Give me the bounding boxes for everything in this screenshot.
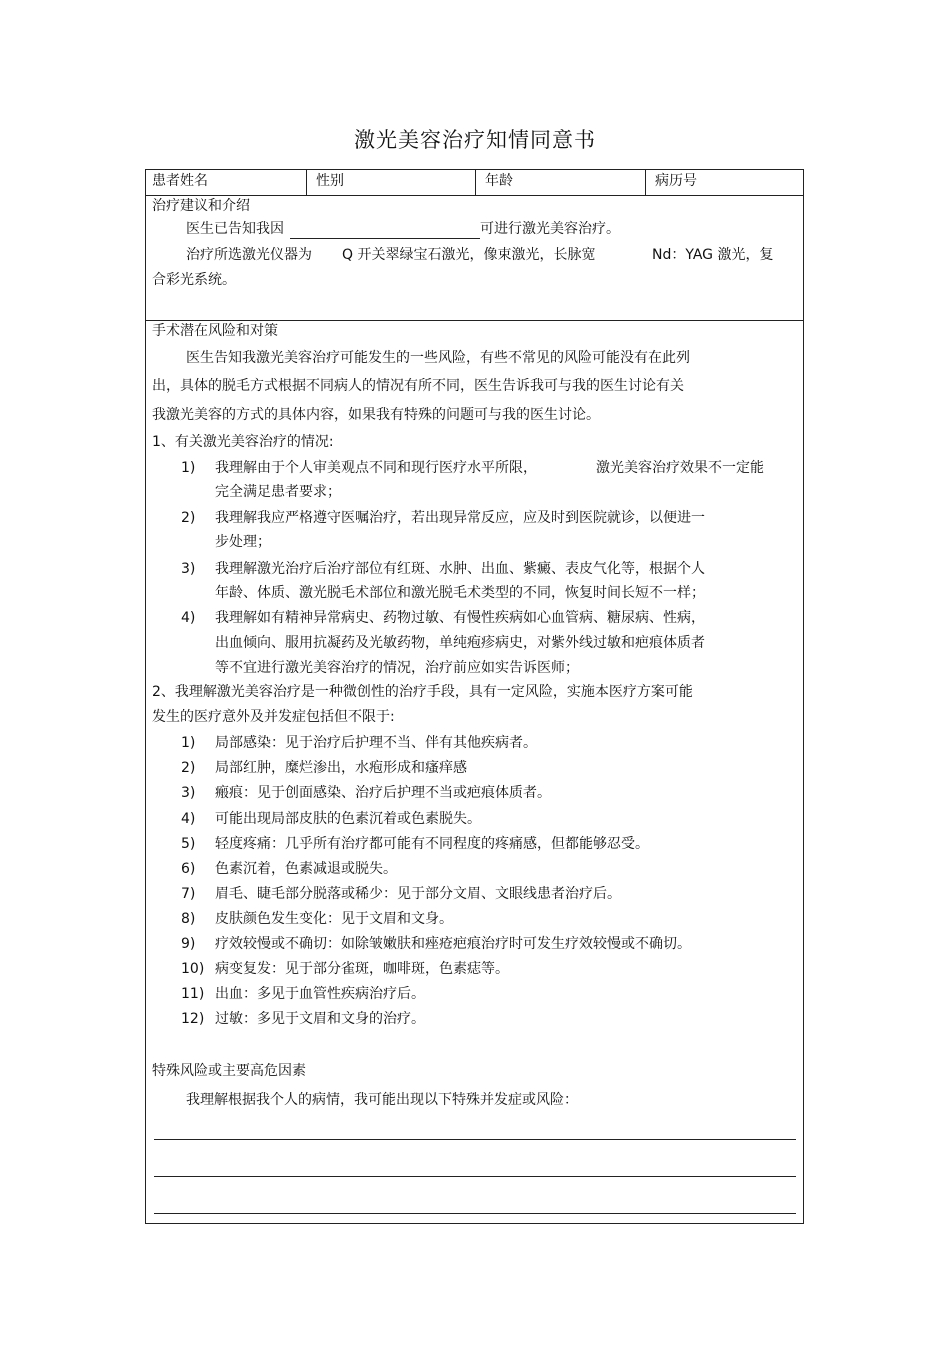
list-number: 1) bbox=[181, 735, 196, 751]
list-item-text: 我理解我应严格遵守医嘱治疗，若出现异常反应，应及时到医院就诊，以便进一 bbox=[215, 510, 705, 526]
list-item-text: 眉毛、睫毛部分脱落或稀少：见于部分文眉、文眼线患者治疗后。 bbox=[215, 886, 621, 902]
list-item-text: 瘢痕：见于创面感染、治疗后护理不当或疤痕体质者。 bbox=[215, 785, 551, 801]
list-item-text: 疗效较慢或不确切：如除皱嫩肤和痤疮疤痕治疗时可发生疗效较慢或不确切。 bbox=[215, 936, 691, 952]
list-number: 10) bbox=[181, 961, 205, 977]
list-item-text: 步处理； bbox=[215, 534, 271, 550]
list-item-text: 完全满足患者要求； bbox=[215, 484, 341, 500]
list-number: 8) bbox=[181, 911, 196, 927]
list-item-text: 出血：多见于血管性疾病治疗后。 bbox=[215, 986, 425, 1002]
laser-device-list-cont: Nd：YAG 激光，复 bbox=[652, 247, 774, 263]
header-divider bbox=[645, 170, 646, 195]
list-number: 4) bbox=[181, 811, 196, 827]
risk-intro-line: 医生告知我激光美容治疗可能发生的一些风险，有些不常见的风险可能没有在此列 bbox=[186, 350, 690, 366]
list-number: 1) bbox=[181, 460, 196, 476]
laser-device-list-end: 合彩光系统。 bbox=[152, 272, 236, 288]
risk-intro-line: 我激光美容的方式的具体内容，如果我有特殊的问题可与我的医生讨论。 bbox=[152, 407, 600, 423]
write-in-line[interactable] bbox=[154, 1139, 796, 1140]
laser-device-label: 治疗所选激光仪器为 bbox=[186, 247, 312, 263]
header-divider bbox=[306, 170, 307, 195]
list-number: 5) bbox=[181, 836, 196, 852]
record-number-label: 病历号 bbox=[655, 173, 697, 189]
part2-heading: 发生的医疗意外及并发症包括但不限于: bbox=[152, 709, 395, 725]
consent-form-table bbox=[145, 169, 804, 1224]
risk-heading: 手术潜在风险和对策 bbox=[152, 323, 278, 339]
list-item-text: 我理解如有精神异常病史、药物过敏、有慢性疾病如心血管病、糖尿病、性病， bbox=[215, 610, 705, 626]
laser-device-list: Q 开关翠绿宝石激光，像束激光，长脉宽 bbox=[342, 247, 596, 263]
list-item-text: 激光美容治疗效果不一定能 bbox=[596, 460, 764, 476]
list-item-text: 我理解激光治疗后治疗部位有红斑、水肿、出血、紫癜、表皮气化等，根据个人 bbox=[215, 561, 705, 577]
list-number: 4) bbox=[181, 610, 196, 626]
list-item-text: 病变复发：见于部分雀斑，咖啡斑，色素痣等。 bbox=[215, 961, 509, 977]
list-number: 12) bbox=[181, 1011, 205, 1027]
list-number: 6) bbox=[181, 861, 196, 877]
age-label: 年龄 bbox=[485, 173, 513, 189]
write-in-line[interactable] bbox=[154, 1176, 796, 1177]
patient-name-label: 患者姓名 bbox=[152, 173, 208, 189]
diagnosis-blank-line[interactable] bbox=[290, 238, 480, 239]
special-risk-heading: 特殊风险或主要高危因素 bbox=[152, 1063, 306, 1079]
list-item-text: 年龄、体质、激光脱毛术部位和激光脱毛术类型的不同，恢复时间长短不一样； bbox=[215, 585, 705, 601]
header-row bbox=[146, 170, 803, 196]
list-item-text: 局部红肿，糜烂渗出，水疱形成和瘙痒感 bbox=[215, 760, 467, 776]
list-item-text: 过敏：多见于文眉和文身的治疗。 bbox=[215, 1011, 425, 1027]
header-divider bbox=[475, 170, 476, 195]
list-item-text: 我理解由于个人审美观点不同和现行医疗水平所限， bbox=[215, 460, 537, 476]
part2-heading: 2、我理解激光美容治疗是一种微创性的治疗手段，具有一定风险，实施本医疗方案可能 bbox=[152, 684, 693, 700]
list-item-text: 局部感染：见于治疗后护理不当、伴有其他疾病者。 bbox=[215, 735, 537, 751]
special-risk-text: 我理解根据我个人的病情，我可能出现以下特殊并发症或风险： bbox=[186, 1092, 578, 1108]
list-number: 3) bbox=[181, 561, 196, 577]
list-item-text: 等不宜进行激光美容治疗的情况，治疗前应如实告诉医师； bbox=[215, 660, 579, 676]
list-item-text: 色素沉着，色素减退或脱失。 bbox=[215, 861, 397, 877]
list-item-text: 皮肤颜色发生变化：见于文眉和文身。 bbox=[215, 911, 453, 927]
gender-label: 性别 bbox=[316, 173, 344, 189]
list-item-text: 轻度疼痛：几乎所有治疗都可能有不同程度的疼痛感，但都能够忍受。 bbox=[215, 836, 649, 852]
list-number: 7) bbox=[181, 886, 196, 902]
list-item-text: 可能出现局部皮肤的色素沉着或色素脱失。 bbox=[215, 811, 481, 827]
list-number: 2) bbox=[181, 510, 196, 526]
document-title: 激光美容治疗知情同意书 bbox=[354, 128, 596, 152]
part1-heading: 1、有关激光美容治疗的情况: bbox=[152, 434, 334, 450]
diagnosis-line-suffix: 可进行激光美容治疗。 bbox=[480, 221, 620, 237]
treatment-intro-heading: 治疗建议和介绍 bbox=[152, 198, 250, 214]
list-item-text: 出血倾向、服用抗凝药及光敏药物，单纯疱疹病史，对紫外线过敏和疤痕体质者 bbox=[215, 635, 705, 651]
list-number: 3) bbox=[181, 785, 196, 801]
risk-intro-line: 出，具体的脱毛方式根据不同病人的情况有所不同，医生告诉我可与我的医生讨论有关 bbox=[152, 378, 684, 394]
list-number: 2) bbox=[181, 760, 196, 776]
list-number: 9) bbox=[181, 936, 196, 952]
list-number: 11) bbox=[181, 986, 205, 1002]
write-in-line[interactable] bbox=[154, 1213, 796, 1214]
diagnosis-line-prefix: 医生已告知我因 bbox=[186, 221, 284, 237]
